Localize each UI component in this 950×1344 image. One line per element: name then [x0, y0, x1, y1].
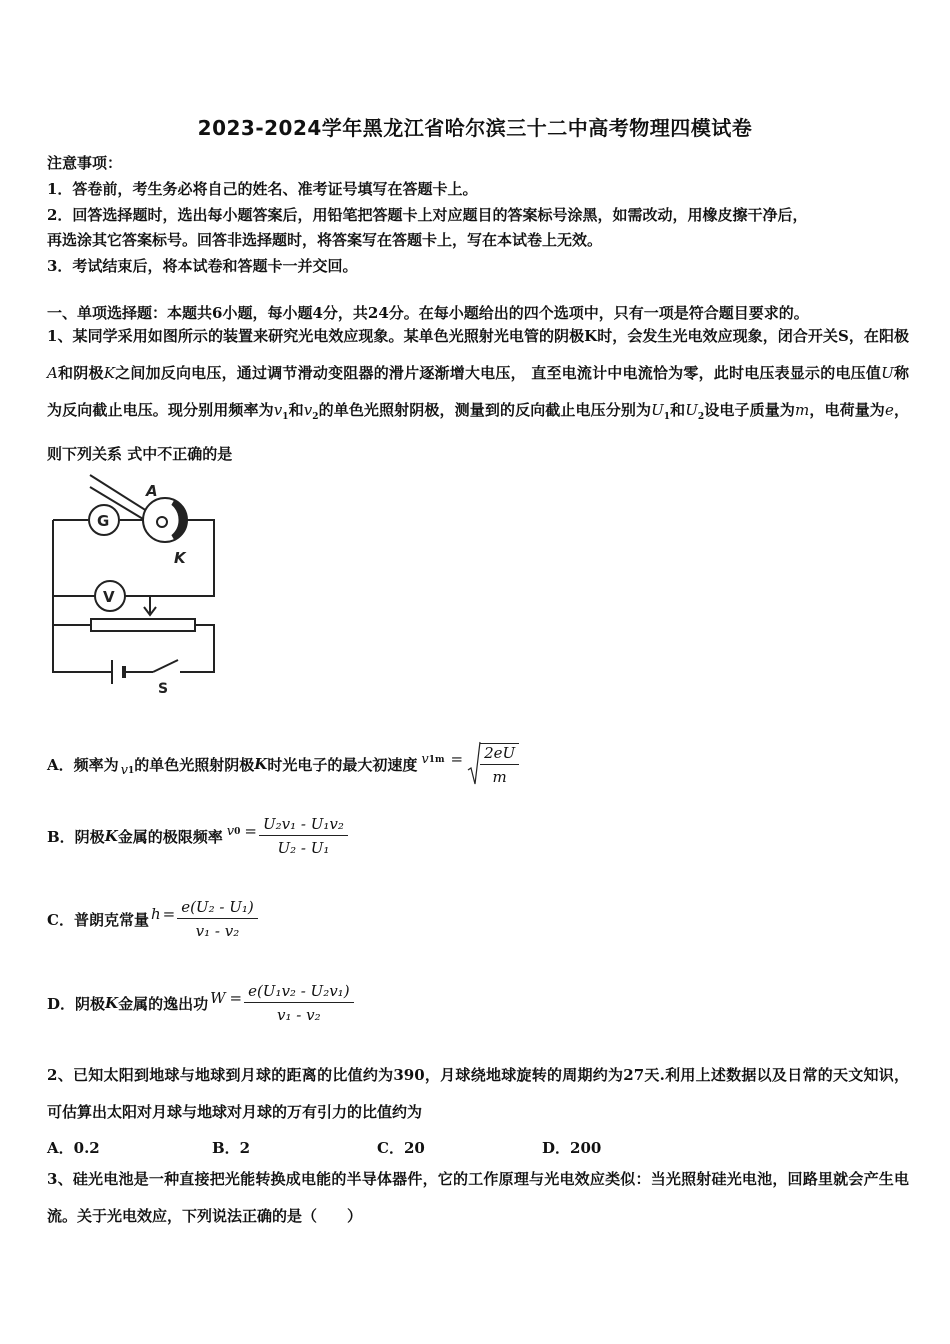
question-2-text: 2、已知太阳到地球与地球到月球的距离的比值约为390，月球绕地球旋转的周期约为27天.利用上述数据以及日常的天文知识，可估算出太阳对月球与地球对月球的万有引力的比值约为	[47, 1066, 909, 1121]
switch-label: S	[158, 681, 169, 697]
notice-heading: 注意事项：	[47, 154, 123, 172]
notice-item: 3．考试结束后，将本试卷和答题卡一并交回。	[47, 257, 358, 275]
option-c: C．普朗克常量 h = $\frac{\text{e(U₂ - U₁)}}{\text{v₁ - v₂}}$	[47, 898, 258, 940]
option-b: B．阴极 K 金属的极限频率 v 0 = $\frac{\text{U₂v₁ - U₁v₂}}{\text{U₂ - U₁}}$	[47, 815, 348, 857]
page-title: 2023-2024学年黑龙江省哈尔滨三十二中高考物理四模试卷	[197, 116, 753, 140]
choice-b: B．2	[212, 1139, 251, 1157]
notice-item: 再选涂其它答案标号。回答非选择题时，将答案写在答题卡上，写在本试卷上无效。	[47, 231, 603, 249]
galvanometer-label: G	[97, 512, 110, 530]
notice-item: 2．回答选择题时，选出每小题答案后，用铅笔把答题卡上对应题目的答案标号涂黑，如需改动，用橡皮擦干净后，	[47, 206, 808, 224]
question-1-text: 1、某同学采用如图所示的装置来研究光电效应现象。某单色光照射光电管的阴极K时，会发生光电效应现象，闭合开关S，在阳极A和阴极K之间加反向电压，通过调节滑动变阻器的滑片逐渐增大电压， 直至电流计中电流恰为零，此时电压表显示的电压值U称为反向截止电压。现分别用频率为$v_1$和$v_2$的单色光照射阴极，测量到的反向截止电压分别为$U_1$和$U_2$设电子质量为m，电荷量为e，则下列关系 式中不正确的是	[47, 327, 909, 463]
cathode-label: K	[174, 549, 186, 567]
sqrt-sign-icon	[467, 740, 481, 788]
photoelectric-circuit-diagram	[40, 470, 230, 705]
voltmeter-label: V	[103, 588, 115, 606]
section-heading: 一、单项选择题：本题共6小题，每小题4分，共24分。在每小题给出的四个选项中，只有一项是符合题目要求的。	[47, 304, 809, 322]
notice-item: 1．答卷前，考生务必将自己的姓名、准考证号填写在答题卡上。	[47, 180, 478, 198]
option-a: A．频率为 v 1 的单色光照射阴极 K 时光电子的最大初速度 v 1m = $\frac{2eU}{m}$	[47, 740, 519, 788]
option-d: D．阴极 K 金属的逸出功 W = $\frac{\text{e(U₁v₂ - U₂v₁)}}{\text{v₁ - v₂}}$	[47, 982, 354, 1024]
anode-label: A	[146, 482, 158, 500]
choice-d: D．200	[542, 1139, 602, 1157]
choice-a: A．0.2	[47, 1139, 100, 1157]
choice-c: C．20	[377, 1139, 425, 1157]
question-3-text: 3、硅光电池是一种直接把光能转换成电能的半导体器件，它的工作原理与光电效应类似：当光照射硅光电池，回路里就会产生电流。关于光电效应，下列说法正确的是（ ）	[47, 1170, 909, 1225]
